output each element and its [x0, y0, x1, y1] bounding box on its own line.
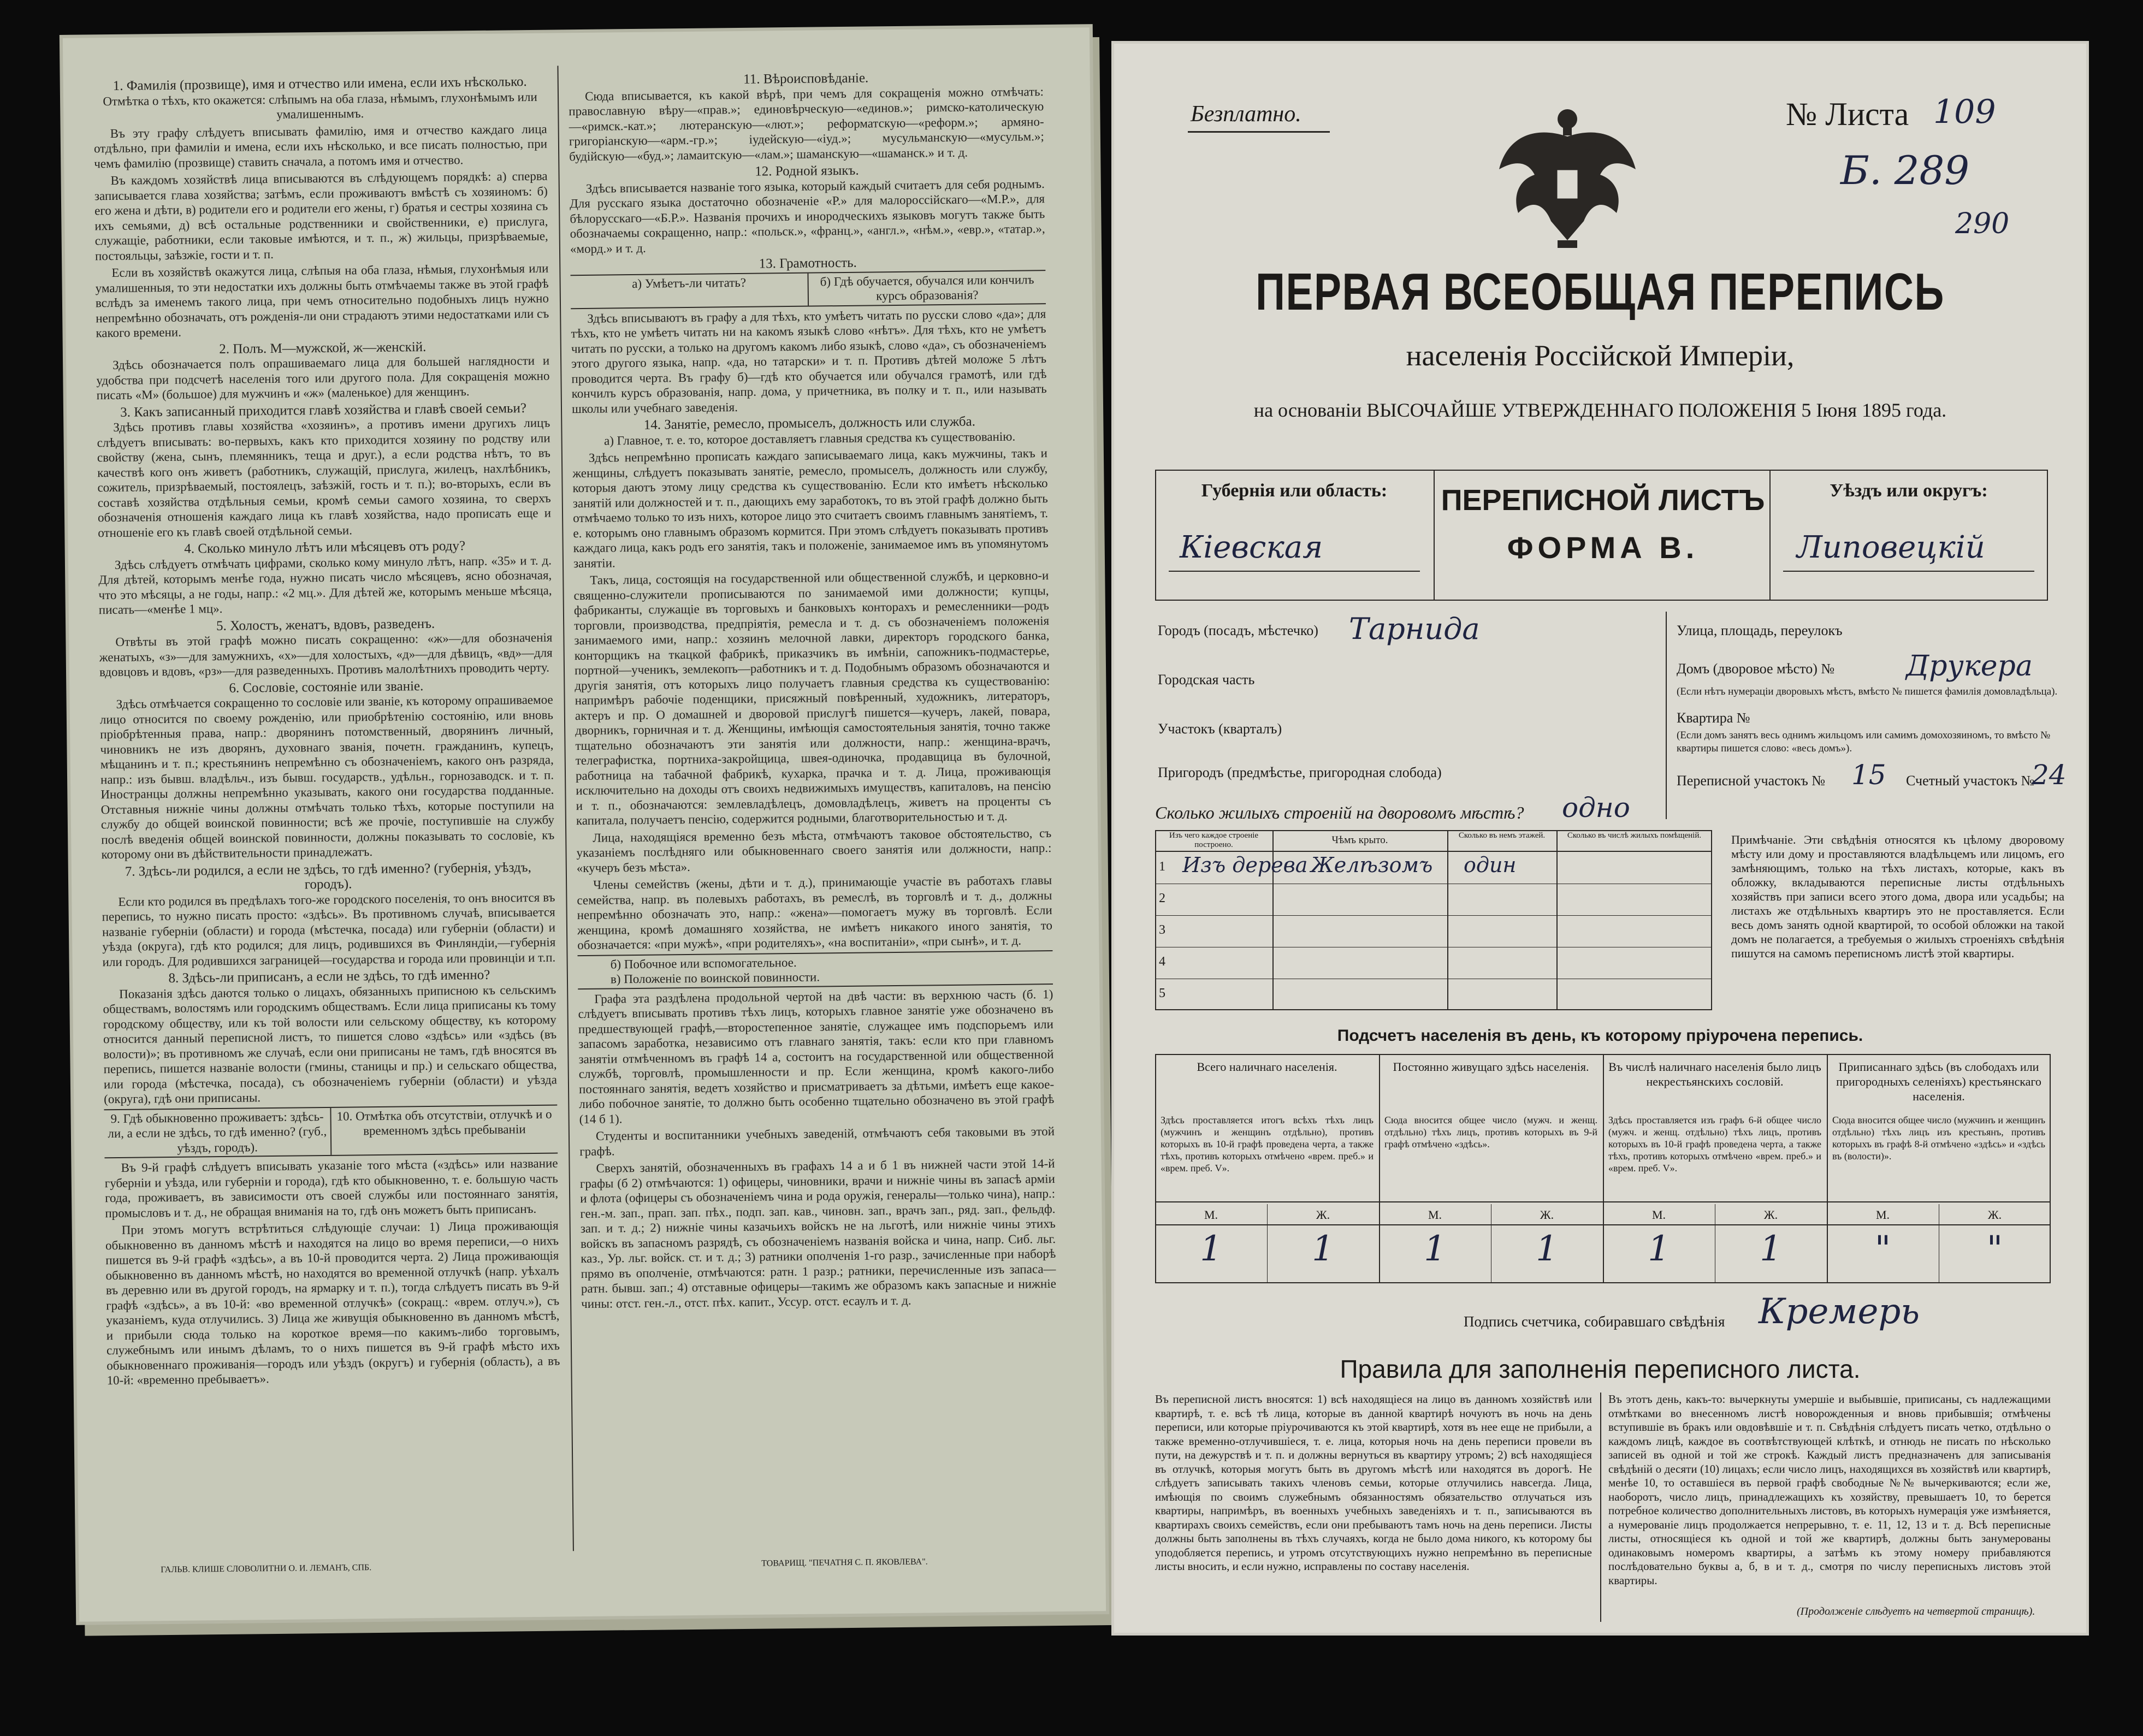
right-page-census-form	[1114, 44, 2086, 1633]
section-5-title: 5. Холостъ, женатъ, вдовъ, разведенъ.	[216, 616, 435, 633]
section-1-text-3: Если въ хозяйствѣ окажутся лица, слѣпыя на оба глаза, нѣмыя, глухонѣмыя или умалишенныя, то эти недостатки ихъ должны быть отмѣчаемы также въ этой графѣ вслѣдъ за именемъ такого лица, при чемъ относительно подобныхъ лицъ нужно непремѣнно обозначать, отъ рожденія-ли они страдаютъ этими недостатками или съ какого времени.	[95, 261, 549, 340]
section-8-text: Показанія здѣсь даются только о лицахъ, обязанныхъ приписною къ сельскимъ обществамъ, волостямъ или городскимъ обществамъ. Если лица приписаны къ тому городскому обществу, или къ той волости или сельскому обществу, къ которому относится данный переписной листъ, то пишется слово «здѣсь» или «здѣсь (въ волости)»; въ противномъ же случаѣ, если они приписаны не тамъ, гдѣ вносятся въ перепись, пишется названіе волости (гмины, станицы и пр.) и сельскаго общества, или города (мѣстечка, посада), съ обозначеніемъ губерніи (области) и уѣзда (округа), гдѣ они приписаны.	[103, 982, 558, 1106]
count-col-m-value: "	[1874, 1229, 1891, 1269]
gubernia-underline	[1169, 571, 1420, 572]
section-9-text-2: При этомъ могутъ встрѣтиться слѣдующіе случаи: 1) Лица проживающія обыкновенно въ данномъ мѣстѣ и находятся на лицо во время переписи,—о нихъ пишется въ 9-й графѣ «здѣсь», а въ 10-й проводится черта. 2) Лица проживающія обыкновенно въ данномъ мѣстѣ, но находятся во временной отлучкѣ (напр. уѣхалъ въ деревню или въ другой городъ, на ярмарку и т. п.), тогда слѣдуетъ писать въ 9-й графѣ «здѣсь», а въ 10-й: «во временной отлучкѣ» (сокращ.: «врем. отлуч.»), съ указаніемъ, куда отлучились. 3) Лица же живущія обыкновенно въ данномъ мѣстѣ, и прибыли сюда только на короткое время—по какимъ-либо торговымъ, служебнымъ или инымъ дѣламъ, то о нихъ пишется въ 9-й графѣ мѣсто ихъ обыкновеннаго проживанія—городъ или уѣздъ (округъ) и губернія (область), а въ 10-й: «временно пребываетъ».	[105, 1218, 560, 1388]
count-col-m-label: М.	[1428, 1208, 1442, 1222]
count-col-header: Приписаннаго здѣсь (въ слободахъ или пригородныхъ селеніяхъ) крестьянскаго населенія.	[1836, 1060, 2041, 1103]
section-14-text: Здѣсь непремѣнно прописать каждаго записываемаго лица, какъ мужчины, такъ и женщины, слѣдуетъ показывать занятіе, ремесло, промыселъ, должность или службу, которыя даютъ этому лицу средства къ существованію. Если кто имѣетъ нѣсколько занятій или должностей и т. п., дающихъ ему заработокъ, то въ этой графѣ должно быть отмѣчаемо только то изъ нихъ, которое лицо это считаетъ своимъ главнымъ занятіемъ, т. е. которымъ оно главнымъ образомъ кормится. При этомъ слѣдуетъ показывать противъ каждаго лица, какъ родъ его занятія, такъ и положеніе, занимаемое имъ въ упомянутомъ занятіи.	[572, 446, 1049, 570]
buildings-question: Сколько жилыхъ строеній на дворовомъ мѣстѣ?	[1155, 803, 1524, 822]
kvartira-note: (Если домъ занятъ весь однимъ жильцомъ или самимъ домохозяиномъ, то вмѣсто № квартиры пишется слово: «весь домъ»).	[1677, 730, 2051, 754]
rules-column-1: Въ переписной листъ вносятся: 1) всѣ находящіеся на лицо въ данномъ хозяйствѣ или квартирѣ, т. е. всѣ тѣ лица, которые въ данной квартирѣ ночуютъ въ ночь на день переписи, или которые пріурочиваются къ этой квартирѣ, хотя въ нее еще не прибыли, а также временно-отлучившіеся, т. е. лица, которыя ночь на день переписи провели въ пути, на дежурствѣ и т. п. и должны вернуться въ квартиру утромъ; 2) всѣ находящіеся въ отлучкѣ, которыя могутъ быть въ другомъ мѣстѣ или находятся въ дорогѣ. Не слѣдуетъ записывать такихъ членовъ семьи, которые отлучились навсегда. Лица, имѣющія по своимъ служебнымъ обязанностямъ обязательство отлучаться изъ квартиры, напримѣръ, въ военныхъ учебныхъ заведеніяхъ и т. п., записываются въ квартирахъ своихъ семействъ, если они пребываютъ тамъ ночь на день переписи. Листы должны быть заполнены въ тѣхъ случаяхъ, когда не было дома никого, къ которому бы уподобляется перепись, и утромъ отсутствующихъ нужно непремѣнно въ переписные листы вносить, и если нужно, исправлены по составу населенія.	[1155, 1393, 1592, 1573]
gubernia-value: Кіевская	[1180, 530, 1323, 565]
section-13b-label: б) Гдѣ обучается, обучался или кончилъ курсъ образованія?	[820, 272, 1034, 303]
section-8-title: 8. Здѣсь-ли приписанъ, а если не здѣсь, то гдѣ именно?	[168, 967, 490, 986]
count-col-m-label: М.	[1651, 1208, 1666, 1222]
count-col-header: Въ числѣ наличнаго населенія было лицъ некрестьянскихъ сословій.	[1608, 1060, 1821, 1088]
rules-column-2: Въ этотъ день, какъ-то: вычеркнуты умершіе и выбывшіе, приписаны, съ надлежащими отмѣтками во внесенномъ листѣ новорожденныя и вновь прибывшія; отмѣчены вступившіе въ бракъ или овдовѣвшіе и т. п. Свѣдѣнія слѣдуетъ писать четко, отдѣльно о каждомъ лицѣ, каждое въ соотвѣтствующей клѣткѣ, и отнюдь не писать по нѣсколько записей въ одной и той же строкѣ. Каждый листъ предназначенъ для записыванія свѣдѣній о десяти (10) лицахъ; если число лицъ, находящихся въ хозяйствѣ или квартирѣ, менѣе 10, то оставшіеся въ первой графѣ свободные №№ вычеркиваются; если же, наоборотъ, число лицъ, принадлежащихъ къ хозяйству, превышаетъ 10, то берется потребное количество дополнительныхъ листовъ, въ которыхъ нумерація уже измѣняется, а нумерованіе лицъ продолжается непрерывно, т. е. 11, 12, 13 и т. д. Всѣ переписные листы, относящіеся къ одной и той же квартирѣ, должны быть занумерованы одинаковымъ номеромъ квартиры, а затѣмъ къ этому номеру прибавляются послѣдовательно буквы а, б, в и т. д., смотря по числу переписныхъ листовъ этой квартиры.	[1608, 1393, 2051, 1587]
count-col-description: Здѣсь проставляется итогъ всѣхъ тѣхъ лицъ (мужчинъ и женщинъ отдѣльно), противъ которыхъ въ 10-й графѣ проведена черта, а также тѣхъ, противъ которыхъ отмѣчено «врем. преб.» и «врем. преб. V».	[1161, 1115, 1374, 1174]
bt-col-line-2	[1447, 830, 1448, 1010]
section-9-title: 9. Гдѣ обыкновенно проживаетъ: здѣсь-ли, а если не здѣсь, то гдѣ именно? (губ., уѣздъ, городъ).	[104, 1107, 331, 1157]
section-7-text: Если кто родился въ предѣлахъ того-же городского поселенія, то онъ вносится въ перепись, то нужно писать просто: «здѣсь». Въ противномъ случаѣ, вписывается названіе губерніи (области) и города (мѣстечка, посада) или губерніи (области) и уѣзда (округа), гдѣ кто родился; для лицъ, родившихся въ Финляндіи,—губернія или городъ. Для родившихся заграницей—государства и города или провинціи и т.п.	[102, 890, 556, 969]
count-row-line	[1155, 1224, 2051, 1225]
bt-row-number: 3	[1159, 923, 1165, 937]
section-4-title: 4. Сколько минуло лѣтъ или мѣсяцевъ отъ роду?	[184, 538, 466, 556]
uezd-value: Липовецкій	[1797, 530, 1985, 565]
section-14-text-3: Лица, находящіяся временно безъ мѣста, отмѣчаютъ таковое обстоятельство, съ указаніемъ послѣдняго или обыкновеннаго своего занятія или должности, напр.: «кучеръ безъ мѣста».	[576, 826, 1052, 875]
section-13a-label: а) Умѣетъ-ли читать?	[570, 273, 809, 308]
gubernia-label: Губернія или область:	[1201, 481, 1388, 501]
section-1-subtitle: Отмѣтка о тѣхъ, кто окажется: слѣпымъ на оба глаза, нѣмымъ, глухонѣмымъ или умалишеннымъ.	[103, 90, 537, 121]
bt-row-number: 2	[1159, 891, 1165, 905]
bt-row-number: 5	[1159, 986, 1165, 1000]
bt-row-roof: Желѣзомъ	[1311, 853, 1433, 877]
dom-label: Домъ (дворовое мѣсто) №	[1677, 661, 1835, 677]
page-number-handwritten: 290	[1955, 208, 2010, 240]
schet-uchastok-value: 24	[2032, 759, 2067, 791]
free-underline	[1188, 131, 1330, 133]
count-col-m-value: 1	[1200, 1229, 1222, 1269]
section-14-text-7: Сверхъ занятій, обозначенныхъ въ графахъ 14 а и б 1 въ нижней части этой 14-й графы (б 2) отмѣчаются: 1) офицеры, чиновники, врачи и нижніе чины въ запасѣ арміи и флота (офицеры съ обозначеніемъ чина и рода оружія, генералы—только чина), напр.: ген.-м. зап., прап. зап. пѣх., подп. зап. кав., чиновн. зап., врачъ зап., ряд. зап., фельдф. зап. и т. д.; 2) нижніе чины казачьихъ войскъ не на льготѣ, или нижніе чины этихъ войскъ въ запасномъ разрядѣ, съ обозначеніемъ названія войска и чина, напр. Сиб. льг. каз., Ур. льг. войск. ст. и т. д.; 3) ратники ополченія 1-го разр., зачисленные при наборѣ прямо въ ополченіе, отмѣчаются: ратн. 1 разр.; ратники, перечисленные изъ запаса—ратн. бывш. зап.; 4) отставные офицеры—такимъ же образомъ какъ запасные и нижніе чины: отст. ген.-л., отст. пѣх. капит., Уссур. отст. есаулъ и т. д.	[579, 1157, 1056, 1311]
perep-uchastok-label: Переписной участокъ №	[1677, 773, 1826, 789]
count-col-m-label: М.	[1875, 1208, 1890, 1222]
section-11-title: 11. Вѣроисповѣданіе.	[743, 70, 869, 87]
count-col-f-label: Ж.	[1987, 1208, 2002, 1222]
ulitsa-label: Улица, площадь, переулокъ	[1677, 623, 1843, 638]
count-col-description: Сюда вносится общее число (мужчинъ и женщинъ отдѣльно) тѣхъ лицъ изъ крестьянъ, противъ которыхъ въ графѣ 8-й отмѣчено «здѣсь» и «здѣсь въ (волости)».	[1832, 1115, 2045, 1162]
section-4-text: Здѣсь слѣдуетъ отмѣчать цифрами, сколько кому минуло лѣтъ, напр. «35» и т. д. Для дѣтей, которымъ менѣе года, нужно писать число мѣсяцевъ, ясно обозначая, что это мѣсяцы, а не годы, напр.: «2 мц.». Для дѣтей же, которымъ меньше мѣсяца, писать—«менѣе 1 мц».	[98, 553, 552, 617]
gor-chast-label: Городская часть	[1158, 672, 1255, 688]
rules-divider	[1600, 1393, 1601, 1622]
section-9-10-header	[104, 1104, 558, 1158]
count-title: Подсчетъ населенія въ день, къ которому пріурочена перепись.	[1337, 1027, 1863, 1045]
imperial-eagle-emblem	[1496, 104, 1638, 257]
schet-uchastok-label: Счетный участокъ №	[1906, 773, 2035, 789]
count-col-m-value: 1	[1424, 1229, 1446, 1269]
gorod-label: Городъ (посадъ, мѣстечко)	[1158, 623, 1318, 638]
dom-value: Друкера	[1906, 650, 2033, 683]
bt-row-material: Изъ дерева	[1182, 853, 1308, 877]
section-6-title: 6. Сословіе, состояніе или званіе.	[229, 678, 424, 696]
census-title: ПЕРВАЯ ВСЕОБЩАЯ ПЕРЕПИСЬ	[1256, 263, 1945, 321]
count-col-description: Сюда вносится общее число (мужч. и женщ. отдѣльно) тѣхъ лицъ, противъ которыхъ въ 9-й графѣ отмѣчено «здѣсь».	[1384, 1115, 1597, 1150]
bt-row-number: 4	[1159, 955, 1165, 969]
count-col-description: Здѣсь проставляется изъ графъ 6-й общее число (мужч. и женщ. отдѣльно) тѣхъ лицъ, противъ которыхъ въ 10-й графѣ проведена черта, а также тѣхъ, противъ которыхъ отмѣчено «врем. преб.» и «врем. преб. V».	[1608, 1115, 1821, 1174]
left-printer-imprint-2: ТОВАРИЩ. "ПЕЧАТНЯ С. П. ЯКОВЛЕВА".	[761, 1557, 928, 1568]
section-13-subheader	[570, 270, 1046, 309]
buildings-answer: одно	[1562, 792, 1630, 823]
free-label: Безплатно.	[1191, 102, 1301, 127]
section-14-text-2: Такъ, лица, состоящія на государственной или общественной службѣ, и церковно-и священно-служители прописываются по занимаемой ими должности; купцы, фабриканты, служащіе въ торговыхъ и банковыхъ конторахъ и ремесленники—родъ торговли, производства, предпріятія, ремесла и т. д. съ обозначеніемъ положенія занимаемого ими, напр.: хозяинъ мелочной лавки, директоръ городского банка, конторщикъ на ткацкой фабрикѣ, приказчикъ въ имѣніи, сапожникъ-подмастерье, портной—ученикъ, землекопъ—работникъ и т. д. Подобнымъ образомъ обозначаются и другія занятія, отъ которыхъ лицо получаетъ главныя средства къ существованію: напримѣръ рабочіе поденщики, присяжный повѣренный, художникъ, литераторъ, актеръ и пр. О домашней и дворовой прислугѣ пишется—кучеръ, лакей, повара, дворникъ, горничная и т. д. Женщины, имѣющія самостоятельныя занятія, точно также тщательно обозначаютъ эти занятія или должности, напр.: женщина-врачъ, телеграфистка, портниха-закройщица, швея-одиночка, продавщица въ булочной, работница на табачной фабрикѣ, кухарка, прачка и т. д. Лица, проживающія исключительно на доходы отъ своихъ недвижимыхъ имуществъ, капиталовъ, на пенсію и т. п., обозначаются: землевладѣлецъ, домовладѣлецъ, живетъ на проценты съ капитала, получаетъ пенсію, содержится родными, благотворительностью и т. д.	[573, 568, 1051, 828]
bt-row-number: 1	[1159, 860, 1165, 874]
section-6-text: Здѣсь отмѣчается сокращенно то сословіе или званіе, къ которому опрашиваемое лицо относится по своему рожденію, или приобрѣтенію состоянію, или вновь пріобрѣтенныя права, напр.: дворянинъ потомственный, дворянинъ личный, чиновникъ не изъ дворянъ, духовнаго званія, почетн. гражданинъ, купецъ, мѣщанинъ и т. п.; крестьянинъ непремѣнно съ обозначеніемъ, какого онъ разряда, напр.: изъ бывш. владѣльч., изъ бывш. государств., удѣльн., горнозаводск. и т. п. Иностранцы должны непремѣнно указывать, какого они государства подданные. Отставныя нижніе чины должны отмѣчать только тѣхъ, которые поступили на службу до общей воинской повинности; всѣ же прочіе, поступившіе на службу послѣ введенія общей воинской повинности, должны показывать то сословіе, къ которому они въ дѣйствительности принадлежатъ.	[99, 692, 555, 862]
count-col-f-value: 1	[1536, 1229, 1558, 1269]
section-1-title: 1. Фамилія (прозвище), имя и отчество или имена, если ихъ нѣсколько.	[113, 74, 527, 93]
section-1-text-2: Въ каждомъ хозяйствѣ лица вписываются въ слѣдующемъ порядкѣ: а) сперва записывается глава хозяйства; затѣмъ, если проживаютъ вмѣстѣ съ хозяиномъ: б) его жена и дѣти, в) родители его и родители его жены, г) братья и сестры хозяина съ ихъ семьями, д) всѣ остальные родственники и свойственники, е) прислуга, служащіе, работники, если таковые имѣются, и т. п., ж) жильцы, призрѣваемые, постояльцы, заѣзжіе, гости и т. п.	[94, 169, 548, 263]
count-col-m-value: 1	[1648, 1229, 1670, 1269]
kvartira-label: Квартира №	[1677, 710, 1750, 726]
bt-header-line	[1155, 851, 1712, 852]
count-col-f-label: Ж.	[1316, 1208, 1330, 1222]
section-14-title: 14. Занятіе, ремесло, промыселъ, должность или служба.	[643, 414, 976, 432]
uchastok-label: Участокъ (кварталъ)	[1158, 721, 1282, 737]
location-fields-divider	[1666, 612, 1667, 819]
gorod-value: Тарнида	[1349, 612, 1480, 646]
census-subtitle: населенія Россійской Имперіи,	[1406, 339, 1795, 372]
count-col-f-label: Ж.	[1763, 1208, 1778, 1222]
count-col-m-label: М.	[1204, 1208, 1218, 1222]
section-14c-label: в) Положеніе по воинской повинности.	[610, 970, 820, 986]
perep-uchastok-value: 15	[1851, 759, 1886, 791]
section-10-title: 10. Отмѣтка объ отсутствіи, отлучкѣ и о временномъ здѣсь пребываніи	[336, 1107, 552, 1138]
section-1-text: Въ эту графу слѣдуетъ вписывать фамилію, имя и отчество каждаго лица отдѣльно, при фамиліи и имена, если ихъ нѣсколько, и все писать полностью, при чемъ фамилію (прозвище) ставить сначала, а потомъ имя и отчество.	[93, 122, 548, 170]
section-14-text-5: Графа эта раздѣлена продольной чертой на двѣ части: въ верхнюю часть (б. 1) слѣдуетъ вписывать противъ тѣхъ лицъ, которыхъ главное занятіе уже обозначено въ предшествующей графѣ,—второстепенное занятіе, служащее имъ подспорьемъ или запасомъ заработка, независимо отъ главнаго занятія, такъ: если кто при главномъ занятіи отмѣченномъ въ графѣ 14 а, состоитъ на государственной или общественной службѣ, торговлѣ, промышленности и пр. Если женщина, кромѣ какого-либо постояннаго занятія, ведетъ хозяйство и присматриваетъ за дѣтьми, имѣетъ еще какое-либо побочное занятіе, то должно быть особенно тщательно обозначено въ этой графѣ (14 б 1).	[578, 987, 1055, 1126]
section-14bc-header	[577, 950, 1053, 990]
signature-label: Подпись счетчика, собиравшаго свѣдѣнія	[1464, 1313, 1725, 1330]
sheet-number-handwritten: 109	[1933, 93, 1996, 131]
section-5-text: Отвѣты въ этой графѣ можно писать сокращенно: «ж»—для обозначенія женатыхъ, «з»—для замужнихъ, «х»—для холостыхъ, «д»—для дѣвицъ, «вд»—для вдовцовъ и вдовъ, «рз»—для разведенныхъ. Противъ малолѣтнихъ проводить черту.	[99, 630, 553, 679]
bt-header-floors: Сколько въ немъ этажей.	[1458, 831, 1546, 840]
form-subtitle: ФОРМА В.	[1507, 530, 1699, 565]
bt-header-material: Изъ чего каждое строеніе построено.	[1169, 831, 1259, 849]
left-page-instructions	[63, 27, 1106, 1622]
count-row-line	[1155, 1201, 2051, 1202]
bt-header-rooms: Сколько въ числѣ жилыхъ помѣщеній.	[1567, 831, 1702, 840]
archive-stamp-handwritten: Б. 289	[1840, 147, 1970, 193]
form-header-divider-right	[1769, 470, 1771, 601]
section-14b-label: б) Побочное или вспомогательное.	[610, 955, 797, 971]
count-col-header: Всего наличнаго населенія.	[1197, 1060, 1337, 1074]
count-col-f-label: Ж.	[1540, 1208, 1554, 1222]
section-13-title: 13. Грамотность.	[759, 255, 857, 271]
sheet-number-label: № Листа	[1786, 96, 1909, 132]
bt-header-roof: Чѣмъ крыто.	[1331, 834, 1388, 846]
section-3-title: 3. Какъ записанный приходится главѣ хозяйства и главѣ своей семьи?	[120, 400, 526, 420]
dom-note: (Если нѣтъ нумераціи дворовыхъ мѣстъ, вмѣсто № пишется фамилія домовладѣльца).	[1677, 686, 2058, 697]
count-col-f-value: 1	[1312, 1229, 1334, 1269]
section-7-title: 7. Здѣсь-ли родился, а если не здѣсь, то гдѣ именно? (губернія, уѣздъ, городъ).	[125, 860, 531, 892]
bt-row-floors: один	[1464, 853, 1517, 877]
uezd-label: Уѣздъ или округъ:	[1830, 481, 1988, 501]
section-12-title: 12. Родной языкъ.	[755, 163, 859, 179]
left-column-1	[93, 74, 562, 1554]
bt-row-line	[1155, 915, 1712, 916]
form-header-divider-left	[1434, 470, 1435, 601]
section-9-text: Въ 9-й графѣ слѣдуетъ вписывать указаніе того мѣста («здѣсь» или название губерніи и уѣзда, или губерніи и города), гдѣ кто обыкновенно, т. е. большую часть года, проживаетъ, въ зависимости отъ своей службы или постояннаго занятія, промысловъ и т. д., не обращая вниманія на то, гдѣ онъ можетъ быть приписанъ.	[104, 1156, 559, 1220]
section-11-text: Сюда вписывается, къ какой вѣрѣ, при чемъ для сокращенія можно отмѣчать: православную вѣру—«прав.»; единовѣрческую—«единов.»; римско-католическую—«римск.-кат.»; лютеранскую—«лют.»; реформатскую—«реформ.»; армяно-григоріанскую—«арм.-гр.»; іудейскую—«іуд.»; мусульманскую—«мусульм.»; будійскую—«буд.»; ламаитскую—«лам.»; шаманскую—«шаманск.» и т. д.	[569, 84, 1044, 163]
section-14-text-4: Члены семействъ (жены, дѣти и т. д.), принимающіе участіе въ работахъ главы семейства, напр. въ полевыхъ работахъ, въ ремеслѣ, въ торговлѣ и т. д., должны непремѣнно обозначать это, напр.: «жена»—помогаетъ мужу въ торговлѣ. Если женщина, кромѣ домашняго хозяйства, не имѣетъ никакого иного занятія, то обозначается: «при мужѣ», «при родителяхъ», «на воспитаніи», «при сынѣ», и т. д.	[577, 873, 1053, 952]
rules-title: Правила для заполненія переписного листа.	[1340, 1355, 1861, 1383]
prigorod-label: Пригородъ (предмѣстье, пригородная слобода)	[1158, 765, 1442, 780]
form-title: ПЕРЕПИСНОЙ ЛИСТЪ	[1441, 484, 1765, 517]
census-legal-basis: на основаніи ВЫСОЧАЙШЕ УТВЕРЖДЕННАГО ПОЛОЖЕНІЯ 5 Іюня 1895 года.	[1253, 399, 1947, 421]
section-2-text: Здѣсь обозначается полъ опрашиваемаго лица для большей наглядности и удобства при подсчетѣ населенія того или другого пола. Для сокращенія можно писать «М» (большое) для мужчинъ и «ж» (маленькое) для женщинъ.	[96, 353, 550, 402]
section-13-text: Здѣсь вписываютъ въ графу а для тѣхъ, кто умѣетъ читать по русски слово «да»; для тѣхъ, кто не умѣетъ читать ни на какомъ языкѣ слово «нѣтъ». Для тѣхъ, кто не умѣетъ читать по русски, а только на другомъ какомъ либо языкѣ, слово «да», съ обозначеніемъ этого другого языка, напр. «да, но татарски» и т. п. Противъ дѣтей моложе 5 лѣтъ проводится черта. Въ графу б)—гдѣ кто обучается или обучался грамотѣ, или гдѣ кончилъ курсъ образованія, напр. дома, у причетника, въ полку и т. п., или называть школы или учебнаго заведенія.	[571, 306, 1047, 416]
buildings-note: Примѣчаніе. Эти свѣдѣнія относятся къ цѣлому дворовому мѣсту или дому и проставляются владѣльцемъ или лицомъ, его замѣняющимъ, только на тѣхъ листахъ, которые, какъ въ обложку, вкладываются переписные листы отдѣльныхъ хозяйствъ при записи всего этого дома, двора или усадьбы; на листахъ же отдѣльныхъ квартиръ это не проставляется. Если весь домъ занять одной квартирой, то особой обложки на такой домъ не полагается, а требуемыя о жилыхъ строеніяхъ свѣдѣнія пишутся на самомъ переписномъ листѣ этой квартиры.	[1731, 833, 2064, 960]
signature-value: Кремерь	[1759, 1291, 1920, 1332]
bt-col-line-3	[1556, 830, 1558, 1010]
count-col-header: Постоянно живущаго здѣсь населенія.	[1393, 1060, 1589, 1074]
section-2-title: 2. Полъ. М—мужской, ж—женскій.	[219, 339, 427, 357]
rules-continued: (Продолженіе слѣдуетъ на четвертой страницѣ).	[1797, 1605, 2035, 1617]
left-printer-imprint-1: ГАЛЬВ. КЛИШЕ СЛОВОЛИТНИ О. И. ЛЕМАНЪ, СПБ.	[161, 1563, 372, 1575]
section-14-text-6: Студенты и воспитанники учебныхъ заведеній, отмѣчаютъ себя таковыми въ этой графѣ.	[579, 1124, 1055, 1158]
uezd-underline	[1783, 571, 2034, 572]
count-col-f-value: "	[1986, 1229, 2003, 1269]
count-col-f-value: 1	[1760, 1229, 1782, 1269]
section-14a-label: а) Главное, т. е. то, которое доставляетъ главныя средства къ существованію.	[603, 429, 1016, 448]
section-12-text: Здѣсь вписывается названіе того языка, который каждый считаетъ для себя роднымъ. Для русскаго языка достаточно обозначеніе «Р.» для малороссійскаго—«М.Р.», для бѣлорусскаго—«Б.Р.». Названія прочихъ и инородческихъ языковъ могутъ также быть обозначаемы сокращенно, напр.: «польск.», «франц.», «англ.», «нѣм.», «евр.», «татар.», «морд.» и т. д.	[569, 176, 1045, 256]
section-3-text: Здѣсь противъ главы хозяйства «хозяинъ», а противъ имени другихъ лицъ слѣдуетъ вписывать: во-первыхъ, какъ кто приходится хозяину по родству или свойству (жена, сынъ, племянникъ, теща и друг.), а если родства нѣтъ, то въ качествѣ кого онъ живетъ (работникъ, служащій, прислуга, жилецъ, нахлѣбникъ, сожитель, призрѣваемый, постоялецъ, заѣзжій, гость и т. п.); во-вторыхъ, если въ составѣ хозяйства отдѣльныя семьи, кромѣ семьи самого хозяина, то сверхъ обозначенія отношенія каждаго лица къ главѣ хозяйства, надо прописать еще и отношеніе его къ главѣ своей отдѣльной семьи.	[97, 416, 552, 540]
count-col-mf-divider	[1267, 1204, 1268, 1283]
left-column-2	[569, 69, 1059, 1548]
